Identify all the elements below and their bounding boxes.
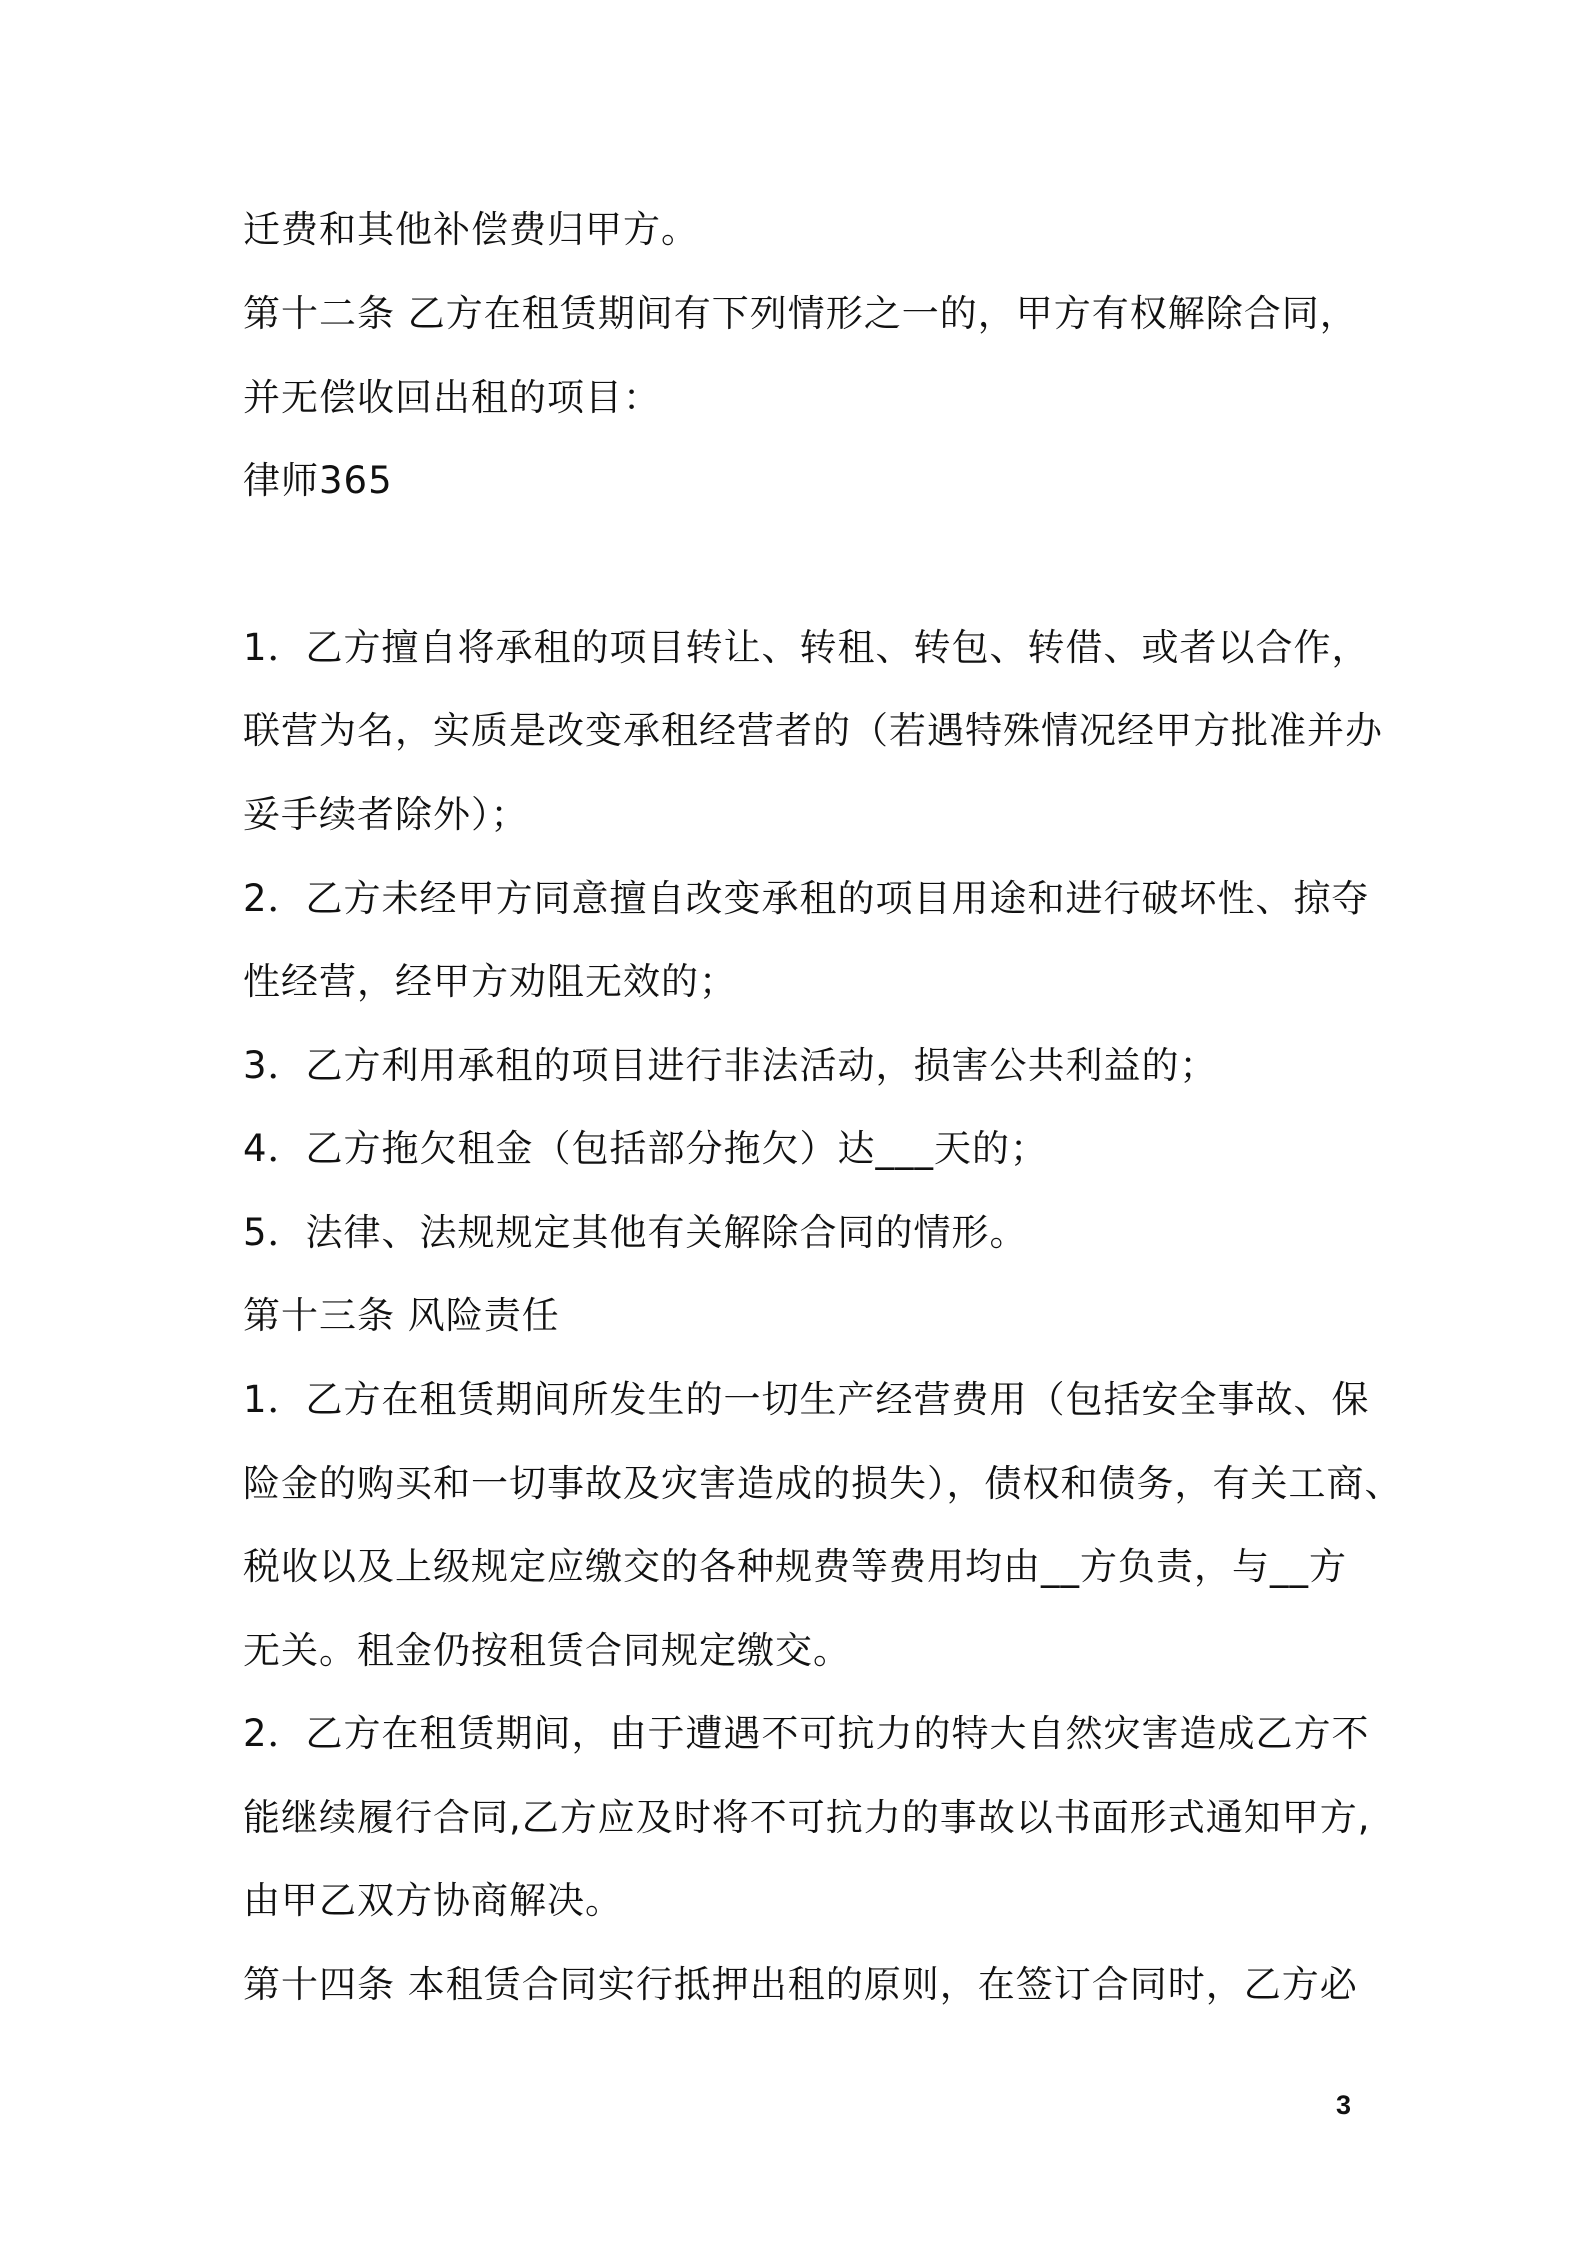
text-line: 税收以及上级规定应缴交的各种规费等费用均由__方负责，与__方 <box>243 1545 1347 1588</box>
text-line: 并无偿收回出租的项目： <box>243 376 661 419</box>
text-line: 2．乙方未经甲方同意擅自改变承租的项目用途和进行破坏性、掠夺 <box>243 877 1370 920</box>
text-line: 1．乙方擅自将承租的项目转让、转租、转包、转借、或者以合作， <box>243 626 1370 669</box>
text-line: 性经营，经甲方劝阻无效的； <box>243 960 737 1003</box>
text-line: 第十三条 风险责任 <box>243 1294 560 1337</box>
text-line: 迁费和其他补偿费归甲方。 <box>243 208 699 251</box>
text-line: 第十四条 本租赁合同实行抵押出租的原则，在签订合同时，乙方必 <box>243 1963 1358 2006</box>
text-line: 1．乙方在租赁期间所发生的一切生产经营费用（包括安全事故、保 <box>243 1378 1370 1421</box>
text-line: 能继续履行合同,乙方应及时将不可抗力的事故以书面形式通知甲方, <box>243 1796 1371 1839</box>
text-line: 2．乙方在租赁期间，由于遭遇不可抗力的特大自然灾害造成乙方不 <box>243 1712 1370 1755</box>
text-line: 妥手续者除外）； <box>243 793 529 836</box>
text-line: 第十二条 乙方在租赁期间有下列情形之一的，甲方有权解除合同， <box>243 292 1358 335</box>
text-line: 5．法律、法规规定其他有关解除合同的情形。 <box>243 1211 1028 1254</box>
text-line: 4．乙方拖欠租金（包括部分拖欠）达___天的； <box>243 1127 1049 1170</box>
text-line: 联营为名，实质是改变承租经营者的（若遇特殊情况经甲方批准并办 <box>243 709 1383 752</box>
text-line: 由甲乙双方协商解决。 <box>243 1879 623 1922</box>
text-line: 无关。租金仍按租赁合同规定缴交。 <box>243 1629 851 1672</box>
text-line: 险金的购买和一切事故及灾害造成的损失），债权和债务，有关工商、 <box>243 1462 1403 1505</box>
page-number: 3 <box>1336 2090 1352 2120</box>
text-line: 律师365 <box>243 459 393 502</box>
text-line: 3．乙方利用承租的项目进行非法活动，损害公共利益的； <box>243 1044 1218 1087</box>
